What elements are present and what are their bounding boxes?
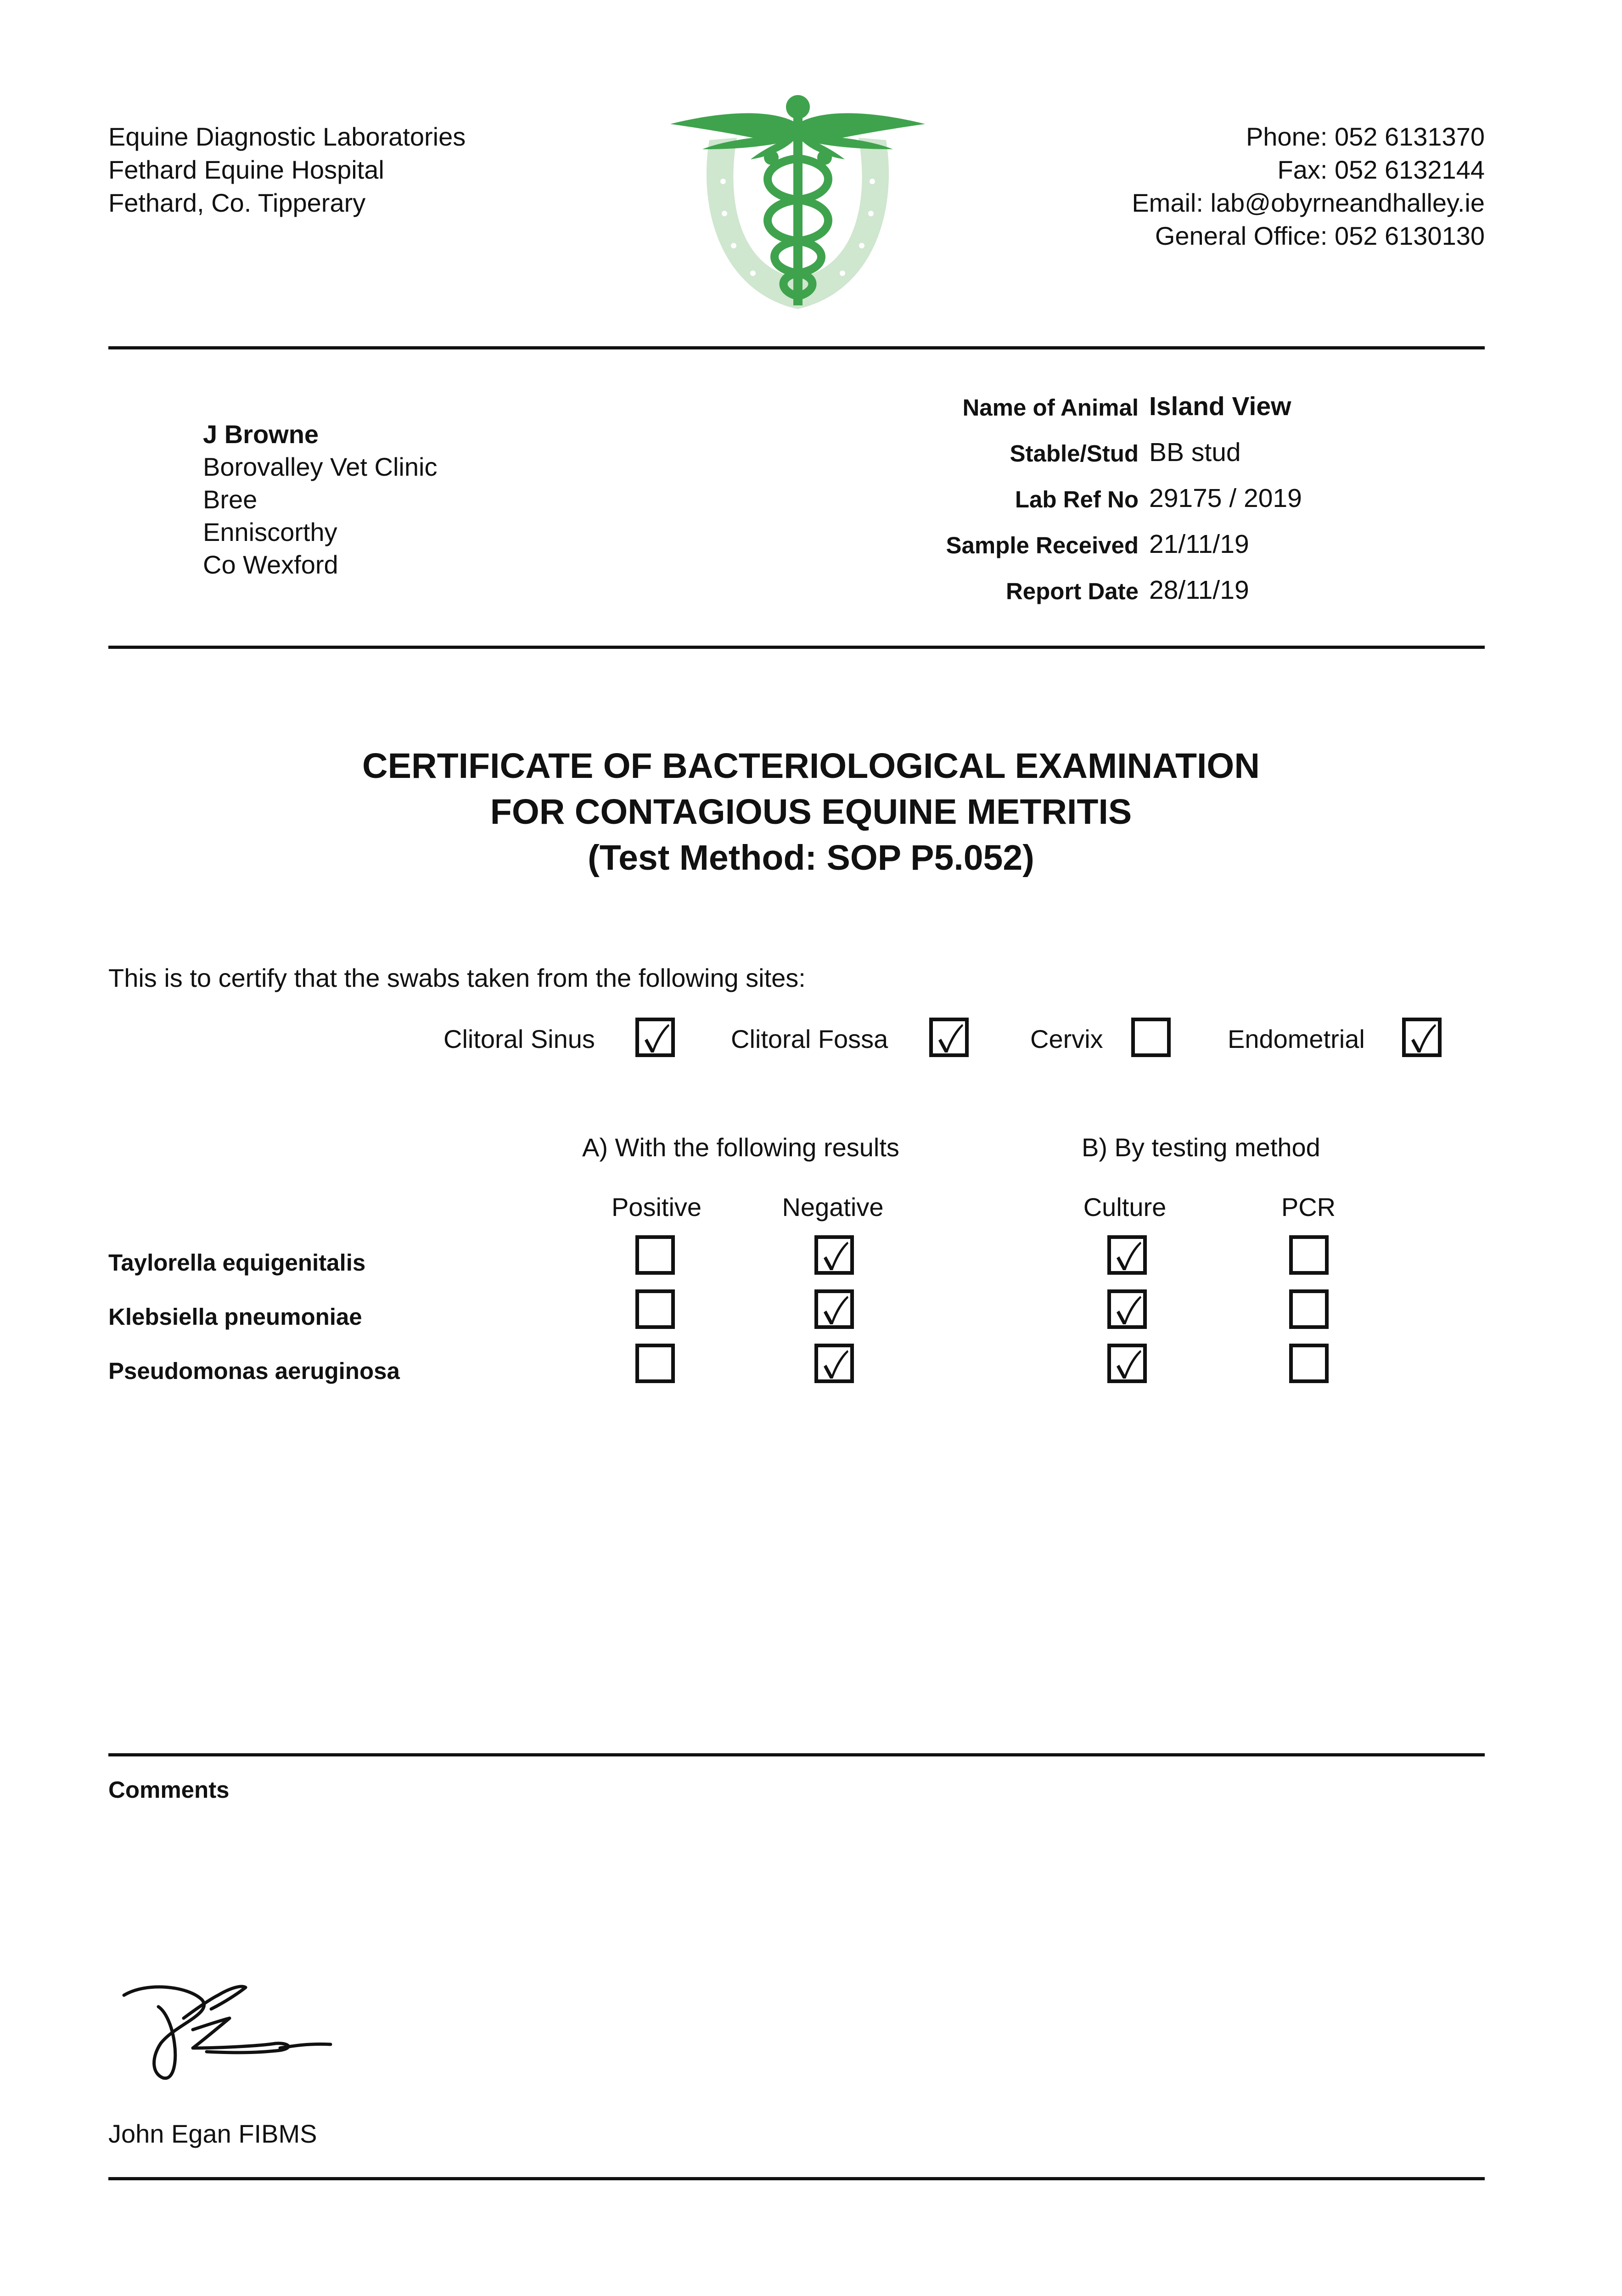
result-checkbox[interactable] — [1107, 1344, 1147, 1383]
details-divider — [108, 646, 1485, 649]
method-heading: B) By testing method — [1082, 1133, 1320, 1162]
result-checkbox[interactable] — [1107, 1235, 1147, 1275]
animal-name-value: Island View — [1149, 392, 1291, 421]
footer-divider — [108, 2177, 1485, 2180]
certify-statement: This is to certify that the swabs taken from the following sites: — [108, 963, 806, 992]
site-checkbox[interactable] — [929, 1018, 969, 1057]
col-positive: Positive — [611, 1193, 702, 1221]
result-checkbox[interactable] — [1107, 1289, 1147, 1329]
checkmark-icon — [1113, 1348, 1143, 1380]
checkmark-icon — [820, 1348, 850, 1380]
organism-label: Pseudomonas aeruginosa — [108, 1358, 400, 1384]
lab-address — [108, 120, 466, 219]
sample-received-value: 21/11/19 — [1149, 529, 1249, 559]
col-culture: Culture — [1083, 1193, 1167, 1221]
checkmark-icon — [1113, 1294, 1143, 1326]
lab-contact — [1026, 120, 1485, 253]
site-checkbox[interactable] — [635, 1018, 675, 1057]
site-label: Cervix — [1030, 1024, 1103, 1053]
checkmark-icon — [820, 1294, 850, 1326]
recipient-address — [203, 418, 437, 581]
recipient-name: J Browne — [203, 420, 319, 449]
stable-value: BB stud — [1149, 438, 1241, 467]
lab-name-line: Fethard Equine Hospital — [108, 155, 384, 184]
caduceus-horseshoe-logo — [666, 90, 930, 315]
email-line: Email: lab@obyrneandhalley.ie — [1132, 188, 1485, 217]
checkmark-icon — [641, 1022, 671, 1054]
header-divider — [108, 346, 1485, 349]
recipient-address-line: Bree — [203, 485, 258, 514]
detail-label: Lab Ref No — [1015, 486, 1139, 512]
lab-name-line: Equine Diagnostic Laboratories — [108, 122, 466, 151]
comments-divider — [108, 1753, 1485, 1756]
result-checkbox[interactable] — [635, 1289, 675, 1329]
checkmark-icon — [1113, 1240, 1143, 1272]
checkmark-icon — [1408, 1022, 1438, 1054]
result-checkbox[interactable] — [635, 1344, 675, 1383]
results-heading: A) With the following results — [582, 1133, 899, 1162]
site-checkbox[interactable] — [1402, 1018, 1442, 1057]
recipient-address-line: Borovalley Vet Clinic — [203, 452, 438, 481]
signature — [115, 1975, 344, 2094]
detail-label: Report Date — [1005, 578, 1139, 604]
result-checkbox[interactable] — [1289, 1289, 1329, 1329]
report-date-value: 28/11/19 — [1149, 575, 1249, 605]
test-method: (Test Method: SOP P5.052) — [588, 838, 1034, 878]
detail-label: Stable/Stud — [1010, 440, 1139, 467]
site-label: Clitoral Sinus — [443, 1024, 595, 1053]
result-checkbox[interactable] — [1289, 1344, 1329, 1383]
recipient-address-line: Co Wexford — [203, 550, 338, 579]
detail-label: Sample Received — [946, 532, 1139, 558]
result-checkbox[interactable] — [1289, 1235, 1329, 1275]
result-checkbox[interactable] — [635, 1235, 675, 1275]
signatory-name: John Egan FIBMS — [108, 2119, 317, 2148]
lab-ref-value: 29175 / 2019 — [1149, 484, 1302, 513]
checkmark-icon — [935, 1022, 965, 1054]
result-checkbox[interactable] — [814, 1344, 854, 1383]
result-checkbox[interactable] — [814, 1289, 854, 1329]
certificate-subtitle: FOR CONTAGIOUS EQUINE METRITIS — [490, 792, 1132, 832]
certificate-title: CERTIFICATE OF BACTERIOLOGICAL EXAMINATION — [362, 746, 1260, 786]
site-checkbox[interactable] — [1131, 1018, 1171, 1057]
organism-label: Klebsiella pneumoniae — [108, 1304, 362, 1330]
organism-label: Taylorella equigenitalis — [108, 1249, 366, 1276]
comments-label: Comments — [108, 1777, 230, 1803]
site-label: Endometrial — [1228, 1024, 1365, 1053]
fax-line: Fax: 052 6132144 — [1277, 155, 1485, 184]
phone-line: Phone: 052 6131370 — [1246, 122, 1485, 151]
lab-name-line: Fethard, Co. Tipperary — [108, 188, 366, 217]
recipient-address-line: Enniscorthy — [203, 518, 337, 546]
col-pcr: PCR — [1281, 1193, 1336, 1221]
checkmark-icon — [820, 1240, 850, 1272]
col-negative: Negative — [782, 1193, 884, 1221]
result-checkbox[interactable] — [814, 1235, 854, 1275]
detail-label: Name of Animal — [962, 394, 1139, 421]
site-label: Clitoral Fossa — [731, 1024, 888, 1053]
office-phone-line: General Office: 052 6130130 — [1155, 221, 1485, 250]
